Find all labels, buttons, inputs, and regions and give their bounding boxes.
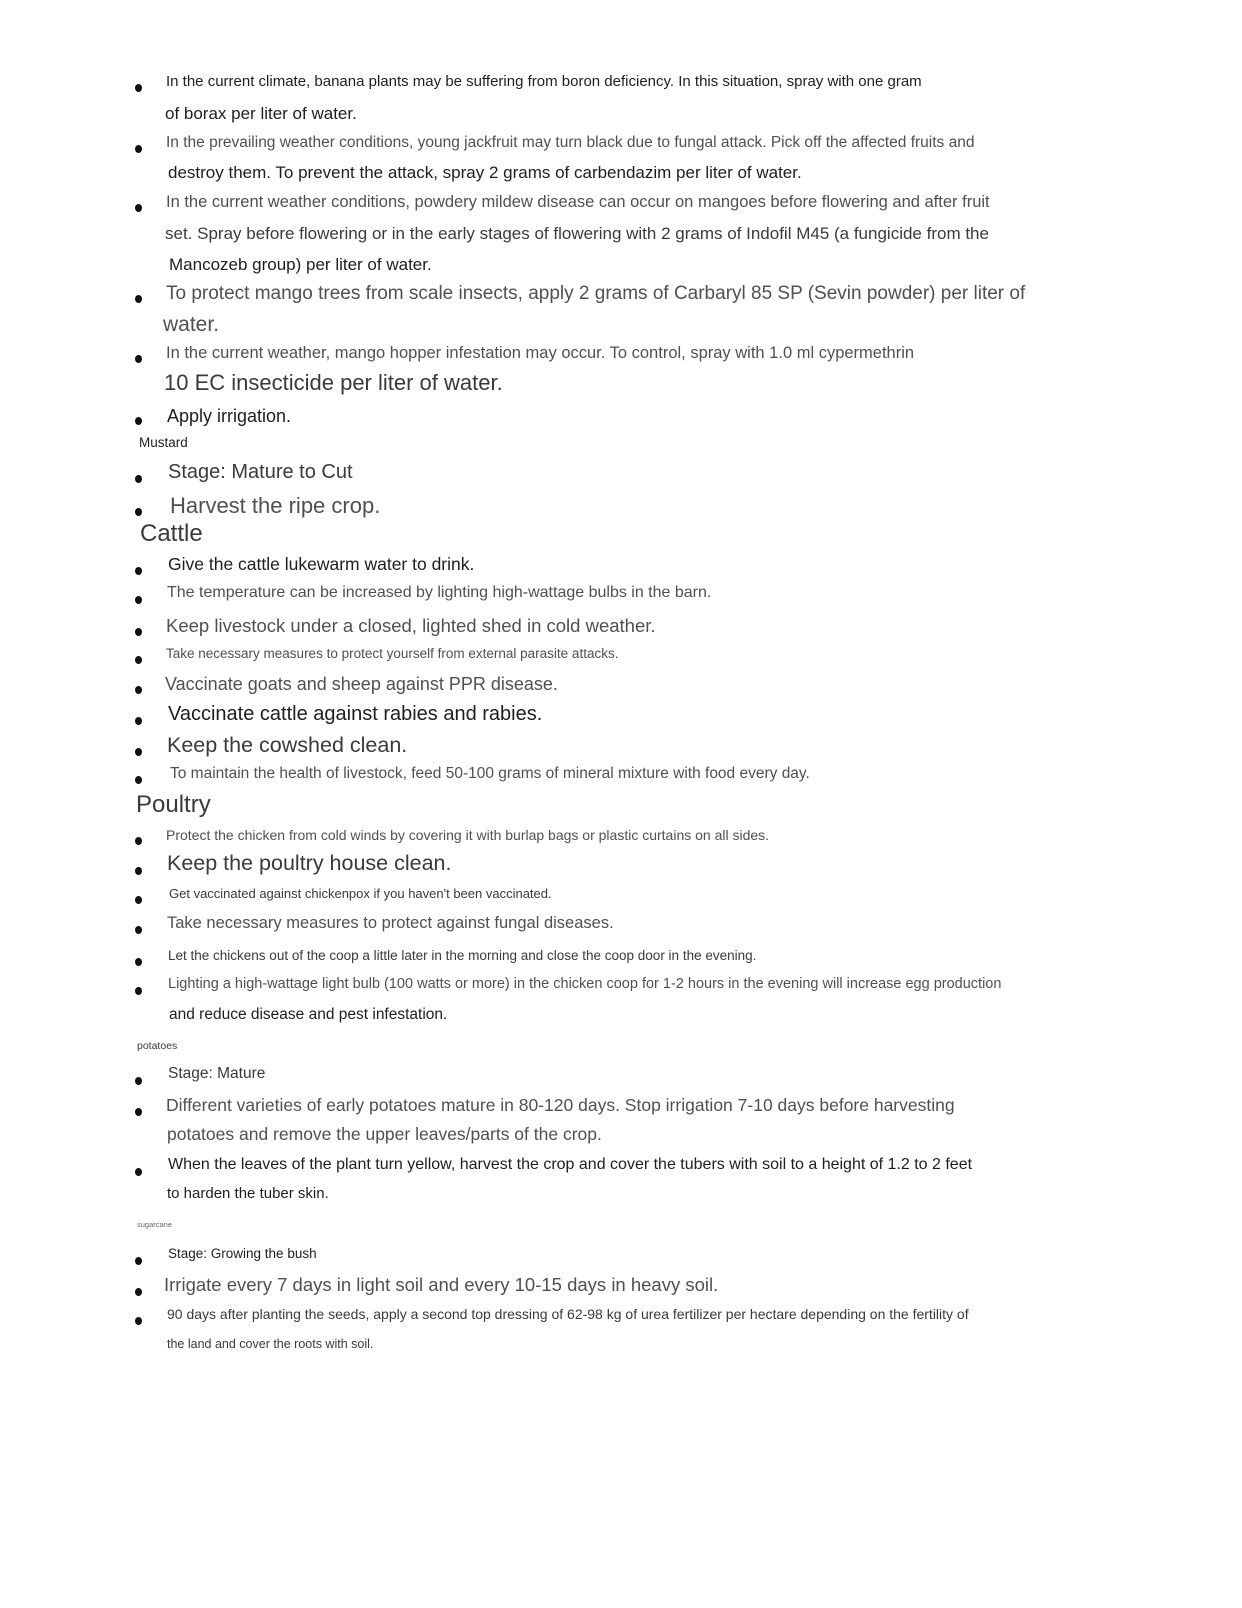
list-item-text: water. [163,313,220,336]
list-item-text: of borax per liter of water. [165,104,357,123]
list-item-text: Keep livestock under a closed, lighted shed in cold weather. [166,615,656,636]
list-item-text: Let the chickens out of the coop a little later in the morning and close the coop door in the evening. [168,948,757,963]
section-heading-mustard: Mustard [139,435,188,450]
list-item-text: Stage: Growing the bush [168,1246,317,1261]
list-item-text: To protect mango trees from scale insects, apply 2 grams of Carbaryl 85 SP (Sevin powder) per liter of [166,283,1026,304]
section-heading-potatoes: potatoes [137,1040,178,1052]
bullet-icon [135,84,142,92]
list-item-text: Keep the poultry house clean. [167,851,452,875]
bullet-icon [135,596,142,604]
list-item-text: In the current weather conditions, powdery mildew disease can occur on mangoes before flowering and after fruit [166,193,990,211]
bullet-icon [135,417,142,425]
section-heading-sugarcane: sugarcane [137,1220,173,1229]
bullet-icon [135,1168,142,1176]
bullet-icon [135,987,142,995]
list-item-text: Different varieties of early potatoes mature in 80-120 days. Stop irrigation 7-10 days before harvesting [166,1095,955,1115]
list-item-text: Lighting a high-wattage light bulb (100 watts or more) in the chicken coop for 1-2 hours in the evening will increase egg production [168,976,1002,992]
bullet-icon [135,1288,142,1296]
list-item-text: Stage: Mature to Cut [168,461,353,483]
list-item-text: 10 EC insecticide per liter of water. [164,370,503,395]
bullet-icon [135,567,142,575]
bullet-icon [135,295,142,303]
list-item-text: Keep the cowshed clean. [167,733,408,757]
list-item-text: Take necessary measures to protect against fungal diseases. [167,914,614,932]
section-heading-poultry: Poultry [136,791,211,818]
bullet-icon [135,926,142,934]
list-item-text: When the leaves of the plant turn yellow, harvest the crop and cover the tubers with soil to a height of 1.2 to 2 feet [168,1156,973,1173]
bullet-icon [135,475,142,483]
list-item-text: 90 days after planting the seeds, apply a second top dressing of 62-98 kg of urea fertilizer per hectare depending on the fertility of [167,1306,969,1322]
list-item-text: Mancozeb group) per liter of water. [169,255,432,274]
list-item-text: Irrigate every 7 days in light soil and every 10-15 days in heavy soil. [164,1274,719,1295]
bullet-icon [135,867,142,875]
list-item-text: Get vaccinated against chickenpox if you haven't been vaccinated. [169,886,552,901]
bullet-icon [135,656,142,664]
list-item-text: Take necessary measures to protect yourself from external parasite attacks. [166,646,619,661]
bullet-icon [135,145,142,153]
list-item-text: Vaccinate goats and sheep against PPR disease. [165,674,558,694]
list-item-text: In the current climate, banana plants may be suffering from boron deficiency. In this situation, spray with one gram [166,73,922,90]
bullet-icon [135,628,142,636]
bullet-icon [135,776,142,784]
list-item-text: Vaccinate cattle against rabies and rabies. [168,703,543,725]
list-item-text: potatoes and remove the upper leaves/parts of the crop. [167,1124,602,1144]
list-item-text: Protect the chicken from cold winds by covering it with burlap bags or plastic curtains on all sides. [166,827,770,843]
list-item-text: The temperature can be increased by lighting high-wattage bulbs in the barn. [167,584,712,601]
bullet-icon [135,748,142,756]
bullet-icon [135,837,142,845]
bullet-icon [135,896,142,904]
list-item-text: Stage: Mature [168,1065,266,1082]
list-item-text: Give the cattle lukewarm water to drink. [168,554,475,574]
list-item-text: and reduce disease and pest infestation. [169,1006,448,1023]
bullet-icon [135,1077,142,1085]
list-item-text: Harvest the ripe crop. [170,493,381,518]
bullet-icon [135,1108,142,1116]
bullet-icon [135,355,142,363]
list-item-text: the land and cover the roots with soil. [167,1337,374,1351]
bullet-icon [135,717,142,725]
bullet-icon [135,508,142,516]
list-item-text: destroy them. To prevent the attack, spray 2 grams of carbendazim per liter of water. [168,163,802,182]
list-item-text: In the prevailing weather conditions, young jackfruit may turn black due to fungal attack. Pick off the affected fruits and [166,134,975,151]
bullet-icon [135,204,142,212]
bullet-icon [135,686,142,694]
list-item-text: set. Spray before flowering or in the early stages of flowering with 2 grams of Indofil M45 (a fungicide from the [165,224,989,243]
bullet-icon [135,1257,142,1265]
list-item-text: Apply irrigation. [167,406,292,426]
bullet-icon [135,958,142,966]
bullet-icon [135,1317,142,1325]
list-item-text: to harden the tuber skin. [167,1185,329,1202]
list-item-text: To maintain the health of livestock, feed 50-100 grams of mineral mixture with food every day. [170,765,810,782]
section-heading-cattle: Cattle [140,520,203,547]
list-item-text: In the current weather, mango hopper infestation may occur. To control, spray with 1.0 ml cypermethrin [166,344,915,362]
